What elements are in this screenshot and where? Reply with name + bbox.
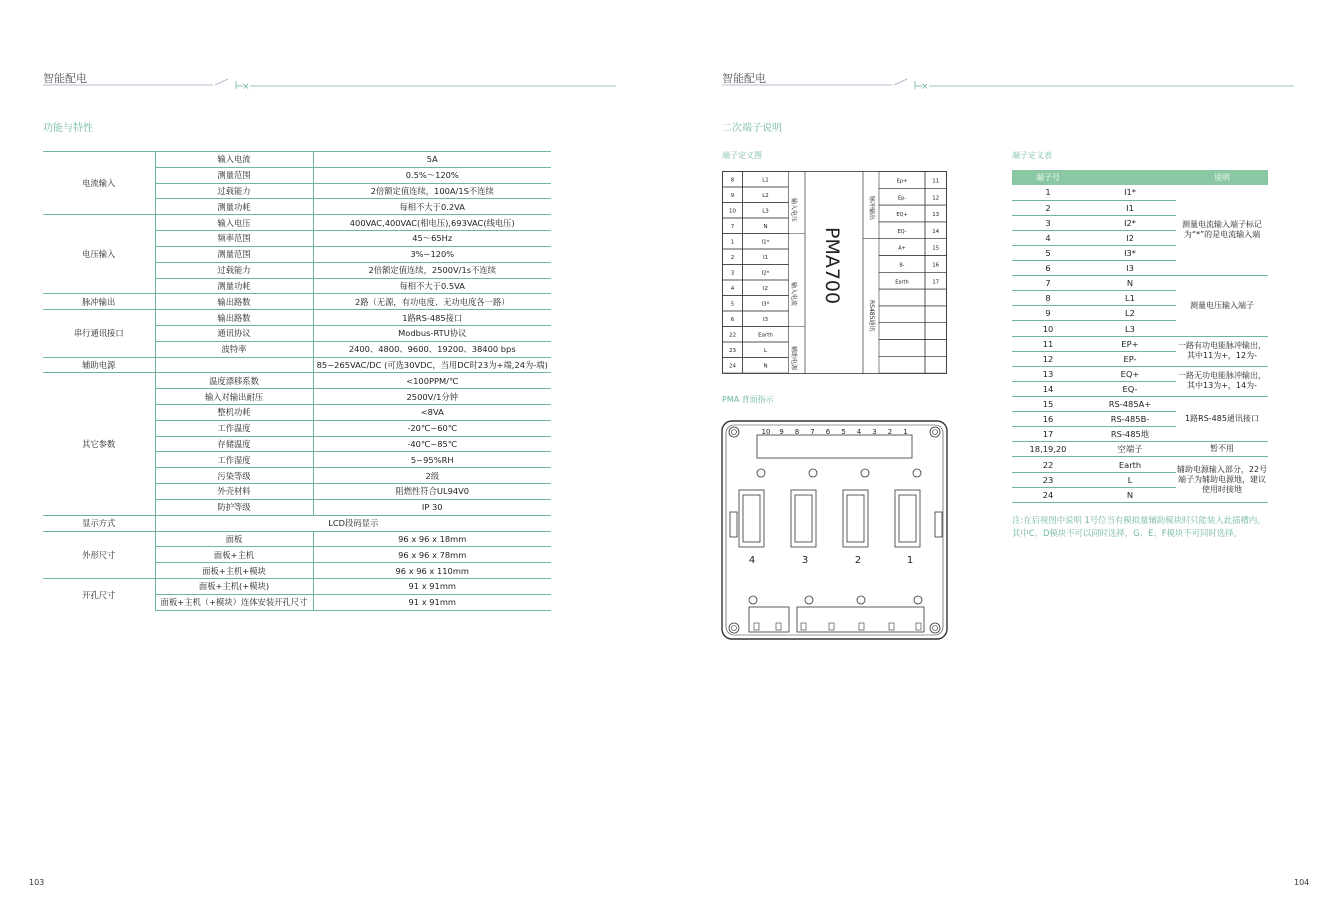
left-header-title: 智能配电 xyxy=(43,72,87,85)
wiring-left-label: N xyxy=(763,363,768,370)
back-terminal-number: 4 xyxy=(856,428,862,436)
wiring-left-label: I1* xyxy=(761,239,770,246)
wiring-left-label: I2 xyxy=(762,286,769,292)
spec-label: 工作温度 xyxy=(155,420,313,436)
terminal-row xyxy=(1012,442,1268,457)
wiring-left-num: 8 xyxy=(730,177,735,184)
wiring-model: PMA700 xyxy=(821,227,843,305)
terminal-num: 2 xyxy=(1012,200,1084,215)
wiring-right-label: B- xyxy=(899,262,905,269)
spec-table xyxy=(43,151,551,611)
spec-label: 面板+主机（+模块）连体安装开孔尺寸 xyxy=(155,594,313,610)
wiring-right-num: 15 xyxy=(932,245,940,252)
spec-category: 显示方式 xyxy=(43,515,155,531)
back-terminal-number: 10 xyxy=(761,428,771,436)
back-terminal-number: 6 xyxy=(825,428,831,436)
terminal-num: 4 xyxy=(1012,230,1084,245)
spec-label: 污染等级 xyxy=(155,468,313,484)
back-terminal-number: 2 xyxy=(887,428,893,436)
spec-label: 测量范围 xyxy=(155,246,313,262)
terminal-name: L3 xyxy=(1084,321,1176,336)
wiring-left-num: 23 xyxy=(729,348,736,354)
terminal-num: 15 xyxy=(1012,397,1084,412)
spec-label: 输出路数 xyxy=(155,294,313,310)
terminal-table xyxy=(1012,170,1268,503)
wiring-left-num: 1 xyxy=(730,239,735,246)
terminal-name: EQ+ xyxy=(1084,366,1176,381)
spec-category: 外形尺寸 xyxy=(43,531,155,578)
spec-row xyxy=(43,294,551,310)
wiring-left-label: I2* xyxy=(761,270,770,277)
spec-label: 通讯协议 xyxy=(155,325,313,341)
terminal-desc: 一路有功电能脉冲输出，其中11为+，12为- xyxy=(1176,336,1268,366)
spec-value: 每相不大于0.2VA xyxy=(313,199,551,215)
wiring-left-num: 10 xyxy=(729,208,736,215)
terminal-num: 8 xyxy=(1012,291,1084,306)
spec-value: 2倍额定值连续，100A/1S不连续 xyxy=(313,183,551,199)
terminal-row xyxy=(1012,397,1268,412)
wiring-right-label: Ep+ xyxy=(896,178,908,185)
spec-label: 过载能力 xyxy=(155,262,313,278)
terminal-num: 9 xyxy=(1012,306,1084,321)
terminal-name: RS-485B- xyxy=(1084,412,1176,427)
spec-label: 输入对输出耐压 xyxy=(155,389,313,405)
spec-row xyxy=(43,515,551,531)
terminal-name: I2* xyxy=(1084,215,1176,230)
terminal-name: RS-485地 xyxy=(1084,427,1176,442)
wiring-left-label: L2 xyxy=(762,193,769,199)
spec-label: 测量范围 xyxy=(155,167,313,183)
wiring-left-num: 24 xyxy=(729,363,736,370)
spec-value: 阻燃性符合UL94V0 xyxy=(313,484,551,500)
terminal-name: EQ- xyxy=(1084,381,1176,396)
spec-row xyxy=(43,373,551,389)
spec-value: 3%~120% xyxy=(313,246,551,262)
spec-value: 96 x 96 x 18mm xyxy=(313,531,551,547)
spec-value: IP 30 xyxy=(313,499,551,515)
terminal-name: I2 xyxy=(1084,230,1176,245)
terminal-name: I3* xyxy=(1084,245,1176,260)
wiring-right-num: 12 xyxy=(932,195,940,202)
left-page-number: 103 xyxy=(29,878,45,887)
spec-row xyxy=(43,357,551,373)
wiring-diagram xyxy=(722,170,948,374)
terminal-desc: 测量电压输入端子 xyxy=(1176,276,1268,336)
spec-label: 面板+主机(+模块) xyxy=(155,578,313,594)
spec-label: 过载能力 xyxy=(155,183,313,199)
wiring-left-num: 9 xyxy=(730,193,735,199)
spec-value: 45～65Hz xyxy=(313,231,551,247)
back-title: PMA 背面指示 xyxy=(722,395,774,404)
spec-category: 串行通讯接口 xyxy=(43,310,155,357)
spec-value: 1路RS-485接口 xyxy=(313,310,551,326)
spec-label: 输入电压 xyxy=(155,215,313,231)
terminal-name: EP- xyxy=(1084,351,1176,366)
terminal-num: 14 xyxy=(1012,381,1084,396)
terminal-num: 13 xyxy=(1012,366,1084,381)
wiring-group-pulse: 脉冲输出 xyxy=(868,196,875,221)
back-terminal-number: 8 xyxy=(794,428,800,436)
terminal-num: 10 xyxy=(1012,321,1084,336)
wiring-group-rs485: RS485通讯 xyxy=(868,300,875,332)
terminal-row xyxy=(1012,457,1268,472)
wiring-right-label: EQ+ xyxy=(896,212,908,219)
terminal-num: 23 xyxy=(1012,472,1084,487)
terminal-num: 3 xyxy=(1012,215,1084,230)
terminal-num: 1 xyxy=(1012,185,1084,200)
terminal-name: L xyxy=(1084,472,1176,487)
spec-value: 91 x 91mm xyxy=(313,578,551,594)
spec-value: 2倍额定值连续，2500V/1s不连续 xyxy=(313,262,551,278)
terminal-col-num: 端子号 xyxy=(1012,170,1084,185)
terminal-num: 17 xyxy=(1012,427,1084,442)
spec-label: 面板 xyxy=(155,531,313,547)
terminal-table-title: 端子定义表 xyxy=(1012,151,1052,160)
wiring-left-label: I3* xyxy=(761,301,770,308)
terminal-num: 16 xyxy=(1012,412,1084,427)
terminal-desc: 辅助电源输入部分，22号端子为辅助电源地，建议使用时接地 xyxy=(1176,457,1268,502)
spec-label: 防护等级 xyxy=(155,499,313,515)
terminal-num: 12 xyxy=(1012,351,1084,366)
terminal-num: 24 xyxy=(1012,487,1084,502)
terminal-row xyxy=(1012,366,1268,381)
left-section-title: 功能与特性 xyxy=(43,123,93,134)
wiring-left-label: L xyxy=(763,348,768,354)
wiring-left-num: 7 xyxy=(730,224,735,230)
spec-category: 辅助电源 xyxy=(43,357,155,373)
spec-value: <8VA xyxy=(313,405,551,421)
terminal-num: 5 xyxy=(1012,245,1084,260)
terminal-col-name xyxy=(1084,170,1176,185)
spec-value: LCD段码显示 xyxy=(155,515,551,531)
spec-label: 温度漂移系数 xyxy=(155,373,313,389)
wiring-group-current: 输入电流 xyxy=(790,282,797,307)
back-terminal-number: 1 xyxy=(903,428,908,436)
wiring-left-num: 5 xyxy=(730,301,735,308)
spec-value: 5A xyxy=(313,152,551,168)
wiring-left-label: I3 xyxy=(762,317,769,323)
terminal-col-desc: 说明 xyxy=(1176,170,1268,185)
back-slot-label: 1 xyxy=(906,555,914,566)
spec-label xyxy=(155,357,313,373)
spec-value: 2400、4800、9600、19200、38400 bps xyxy=(313,341,551,357)
spec-label: 输出路数 xyxy=(155,310,313,326)
wiring-right-num: 17 xyxy=(932,279,940,286)
terminal-desc: 一路无功电能脉冲输出，其中13为+，14为- xyxy=(1176,366,1268,396)
terminal-name: 空端子 xyxy=(1084,442,1176,457)
terminal-name: I1* xyxy=(1084,185,1176,200)
wiring-left-label: I1 xyxy=(762,255,769,261)
right-header-title: 智能配电 xyxy=(722,72,766,85)
terminal-name: EP+ xyxy=(1084,336,1176,351)
wiring-left-label: N xyxy=(763,224,768,230)
spec-row xyxy=(43,152,551,168)
spec-label: 波特率 xyxy=(155,341,313,357)
wiring-right-num: 14 xyxy=(932,228,940,235)
wiring-left-num: 22 xyxy=(729,332,736,339)
terminal-name: L1 xyxy=(1084,291,1176,306)
back-terminal-number: 3 xyxy=(872,428,877,436)
back-terminal-number: 7 xyxy=(810,428,815,436)
spec-value: -40℃~85℃ xyxy=(313,436,551,452)
spec-value: 400VAC,400VAC(相电压),693VAC(线电压) xyxy=(313,215,551,231)
spec-label: 整机功耗 xyxy=(155,405,313,421)
svg-text:×: × xyxy=(242,82,250,92)
spec-row xyxy=(43,310,551,326)
terminal-name: N xyxy=(1084,276,1176,291)
back-slot-label: 2 xyxy=(854,555,862,566)
terminal-row xyxy=(1012,276,1268,291)
note-line-2: 其中C、D模块不可以同时选择，G、E、F模块不可同时选择。 xyxy=(1012,528,1242,538)
spec-value: 96 x 96 x 78mm xyxy=(313,547,551,563)
spec-row xyxy=(43,215,551,231)
right-header-rule xyxy=(722,76,1297,92)
terminal-num: 6 xyxy=(1012,261,1084,276)
spec-category: 开孔尺寸 xyxy=(43,578,155,610)
back-slot-label: 4 xyxy=(748,555,756,566)
back-terminal-number: 9 xyxy=(779,428,784,436)
terminal-name: N xyxy=(1084,487,1176,502)
spec-label: 面板+主机 xyxy=(155,547,313,563)
terminal-name: I1 xyxy=(1084,200,1176,215)
terminal-row xyxy=(1012,185,1268,200)
spec-value: <100PPM/℃ xyxy=(313,373,551,389)
wiring-left-label: Earth xyxy=(758,332,773,339)
wiring-right-label: A+ xyxy=(898,245,906,252)
wiring-title: 端子定义图 xyxy=(722,151,762,160)
wiring-right-num: 13 xyxy=(932,212,940,219)
spec-category: 其它参数 xyxy=(43,373,155,515)
spec-value: Modbus-RTU协议 xyxy=(313,325,551,341)
wiring-group-aux: 辅助电源 xyxy=(790,346,797,371)
terminal-num: 18,19,20 xyxy=(1012,442,1084,457)
terminal-name: L2 xyxy=(1084,306,1176,321)
back-view xyxy=(721,420,951,642)
wiring-group-voltage: 输入电压 xyxy=(790,198,797,223)
spec-value: 2路（无源，有功电度、无功电度各一路） xyxy=(313,294,551,310)
spec-category: 电压输入 xyxy=(43,215,155,294)
terminal-desc: 1路RS-485通讯接口 xyxy=(1176,397,1268,442)
terminal-name: RS-485A+ xyxy=(1084,397,1176,412)
wiring-right-num: 16 xyxy=(932,262,940,269)
wiring-left-label: L1 xyxy=(762,177,769,184)
terminal-row xyxy=(1012,336,1268,351)
right-page-number: 104 xyxy=(1294,878,1310,887)
wiring-right-label: Earth xyxy=(895,279,909,286)
right-section-title: 二次端子说明 xyxy=(722,123,782,134)
spec-label: 工作湿度 xyxy=(155,452,313,468)
wiring-right-num: 11 xyxy=(932,178,940,185)
wiring-left-num: 4 xyxy=(730,286,735,292)
spec-value: 0.5%～120% xyxy=(313,167,551,183)
terminal-num: 22 xyxy=(1012,457,1084,472)
wiring-left-num: 2 xyxy=(730,255,735,261)
back-terminal-number: 5 xyxy=(841,428,846,436)
spec-value: -20℃~60℃ xyxy=(313,420,551,436)
terminal-desc: 暂不用 xyxy=(1176,442,1268,457)
back-slot-label: 3 xyxy=(801,555,809,566)
terminal-name: I3 xyxy=(1084,261,1176,276)
left-header-rule xyxy=(43,76,618,92)
spec-label: 外壳材料 xyxy=(155,484,313,500)
spec-value: 每相不大于0.5VA xyxy=(313,278,551,294)
spec-value: 2500V/1分钟 xyxy=(313,389,551,405)
note-line-1: 注:在后视图中说明 1号位当有模拟量辅助模块时只能装入此插槽内。 xyxy=(1012,515,1266,525)
terminal-desc: 测量电流输入端子标记为“*”的是电流输入端 xyxy=(1176,185,1268,276)
spec-label: 测量功耗 xyxy=(155,278,313,294)
wiring-left-label: L3 xyxy=(762,208,769,215)
spec-label: 测量功耗 xyxy=(155,199,313,215)
spec-category: 脉冲输出 xyxy=(43,294,155,310)
spec-label: 频率范围 xyxy=(155,231,313,247)
terminal-num: 11 xyxy=(1012,336,1084,351)
spec-label: 输入电流 xyxy=(155,152,313,168)
spec-value: 2级 xyxy=(313,468,551,484)
spec-value: 91 x 91mm xyxy=(313,594,551,610)
wiring-right-label: EQ- xyxy=(897,228,907,235)
spec-label: 存储温度 xyxy=(155,436,313,452)
spec-value: 85~265VAC/DC (可选30VDC，当用DC时23为+端,24为-端) xyxy=(313,357,551,373)
wiring-left-num: 6 xyxy=(730,317,735,323)
spec-value: 5~95%RH xyxy=(313,452,551,468)
wiring-left-num: 3 xyxy=(730,270,735,277)
spec-category: 电流输入 xyxy=(43,152,155,215)
spec-row xyxy=(43,578,551,594)
spec-label: 面板+主机+模块 xyxy=(155,563,313,579)
wiring-right-label: Ep- xyxy=(897,195,907,202)
terminal-name: Earth xyxy=(1084,457,1176,472)
svg-text:×: × xyxy=(921,82,929,92)
spec-value: 96 x 96 x 110mm xyxy=(313,563,551,579)
spec-row xyxy=(43,531,551,547)
terminal-num: 7 xyxy=(1012,276,1084,291)
